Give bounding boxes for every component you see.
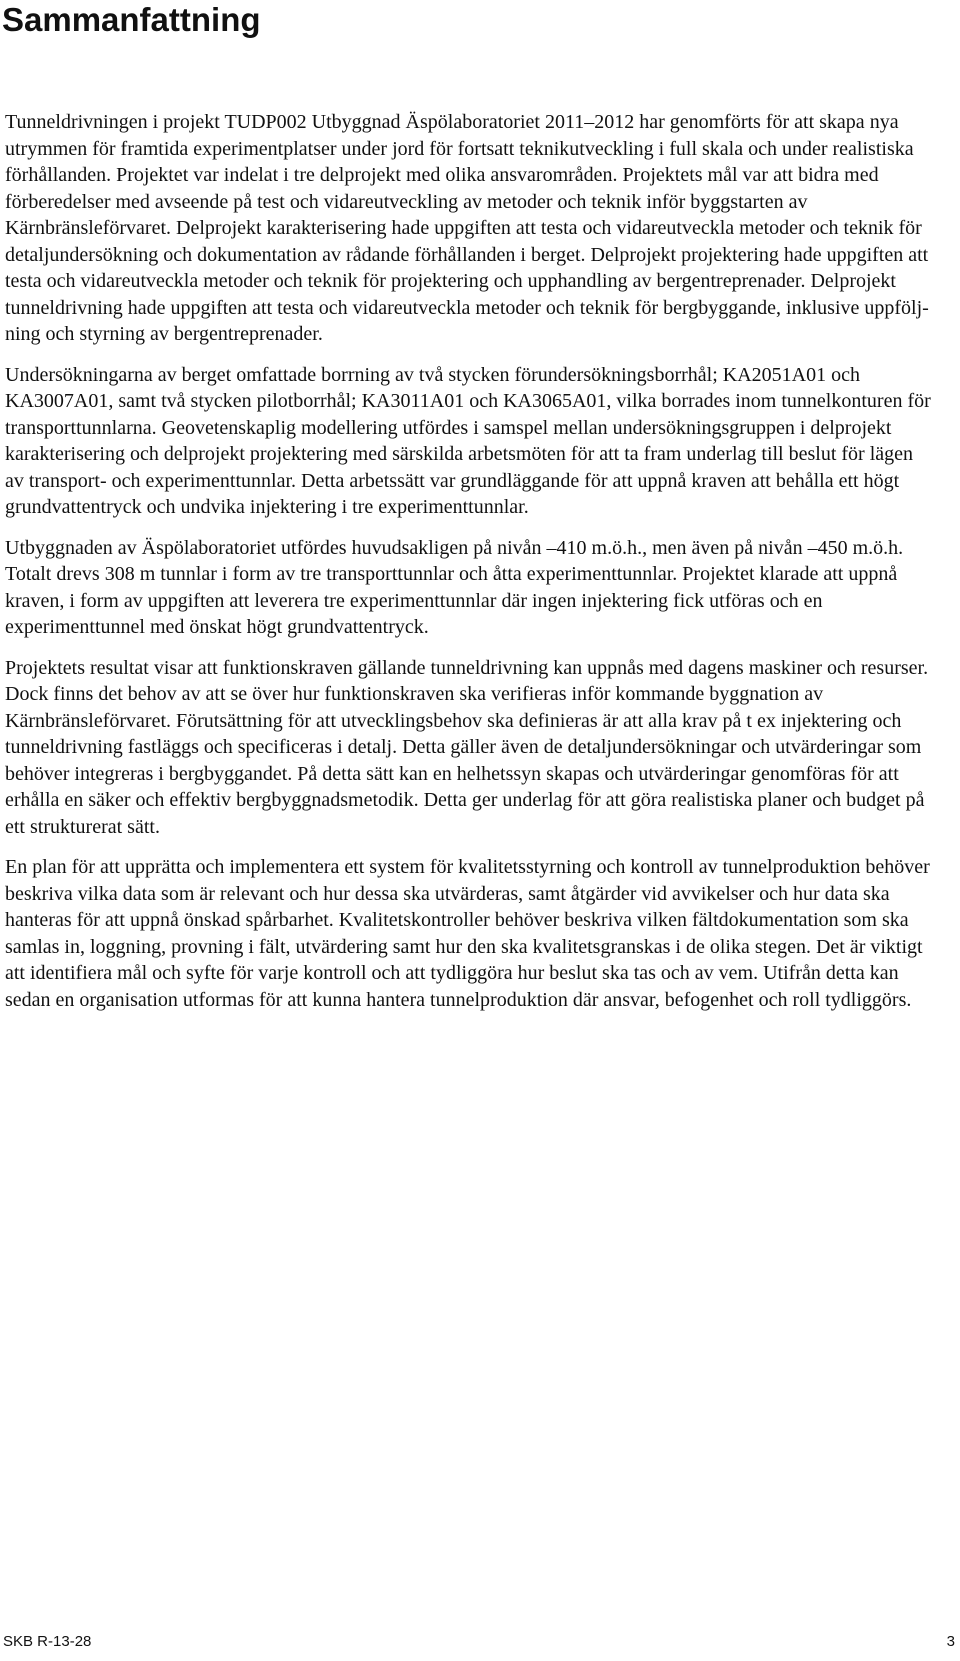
footer-report-id: SKB R-13-28 [3, 1633, 92, 1650]
footer-page-number: 3 [946, 1633, 955, 1650]
paragraph-expansion-results: Utbyggnaden av Äspölaboratoriet utfördes huvudsakligen på nivån –410 m.ö.h., men även på nivån –450 m.ö.h. Totalt drevs 308 m tunnlar i form av tre transporttunnlar och åtta experimenttunnlar. Projektet klarade att uppnå kraven, i form av uppgiften att leverera tre experimenttunnlar där ingen injektering fick utföras och en experimenttunnel med önskat högt grundvattentryck. [5, 536, 904, 638]
summary-body [5, 109, 931, 1027]
paragraph-quality-plan: En plan för att upprätta och implementera ett system för kvalitetsstyrning och kontroll av tunnelproduktion behöver beskriva vilka data som är relevant och hur dessa ska utvärderas, samt åtgärder vid avvikelser och hur data ska hanteras för att uppnå önskad spårbarhet. Kvalitetskontroller behöver beskriva vilken fältdokumentation som ska samlas in, loggning, provning i fält, utvärdering samt hur den ska kvalitetsgranskas i de olika stegen. Det är viktigt att identifiera mål och syfte för varje kontroll och att tydliggöra hur beslut ska tas och av vem. Utifrån detta kan sedan en organisation utformas för att kunna hantera tunnelproduktion där ansvar, befogenhet och roll tydliggörs. [5, 856, 930, 1011]
paragraph-project-overview: Tunneldrivningen i projekt TUDP002 Utbyggnad Äspölaboratoriet 2011–2012 har genomförts för att skapa nya utrymmen för framtida experimentplatser under jord för fortsatt teknikutveckling i full skala och under realistiska förhållanden. Projektet var indelat i tre delprojekt med olika ansvarområden. Projektets mål var att bidra med förberedelser med avseende på test och vidareutveckling av metoder och teknik inför byggstarten av Kärnbränsleförvaret. Delprojekt karakterisering hade uppgiften att testa och vidareutveckla metoder och teknik för detaljundersökning och dokumentation av rådande förhållanden i berget. Delprojekt projektering hade uppgiften att testa och vidareutveckla metoder och teknik för projektering och upphandling av bergentreprenader. Delprojekt tunneldrivning hade uppgiften att testa och vidareutveckla metoder och teknik för bergbyggande, inklusive uppföljning och styrning av bergentreprenader. [5, 111, 929, 345]
paragraph-rock-investigations: Undersökningarna av berget omfattade borrning av två stycken förundersökningsborrhål; KA2051A01 och KA3007A01, samt två stycken pilotborrhål; KA3011A01 och KA3065A01, vilka borrades inom tunnelkonturen för transporttunnlarna. Geovetenskaplig modellering utfördes i samspel mellan undersökningsgruppen i delprojekt karakterisering och delprojekt projektering med särskilda arbetsmöten för att ta fram underlag till beslut för lägen av transport- och experimenttunnlar. Detta arbetssätt var grundläggande för att uppnå kraven att behålla ett högt grundvattentryck och undvika injektering i tre experimenttunnlar. [5, 363, 931, 518]
page-title: Sammanfattning [2, 1, 261, 38]
paragraph-project-outcome: Projektets resultat visar att funktionskraven gällande tunneldrivning kan uppnås med dagens maskiner och resurser. Dock finns det behov av att se över hur funktionskraven ska verifieras inför kommande byggnation av Kärnbränsleförvaret. Förutsättning för att utvecklingsbehov ska definieras är att alla krav på t ex injektering och tunneldrivning fastläggs och specificeras i detalj. Detta gäller även de detaljundersökningar och utvärderingar som behöver integreras i bergbyggandet. På detta sätt kan en helhetssyn skapas och utvärderingar genomföras för att erhålla en säker och effektiv bergbyggnadsmetodik. Detta ger underlag för att göra realistiska planer och budget på ett strukturerat sätt. [5, 656, 929, 838]
